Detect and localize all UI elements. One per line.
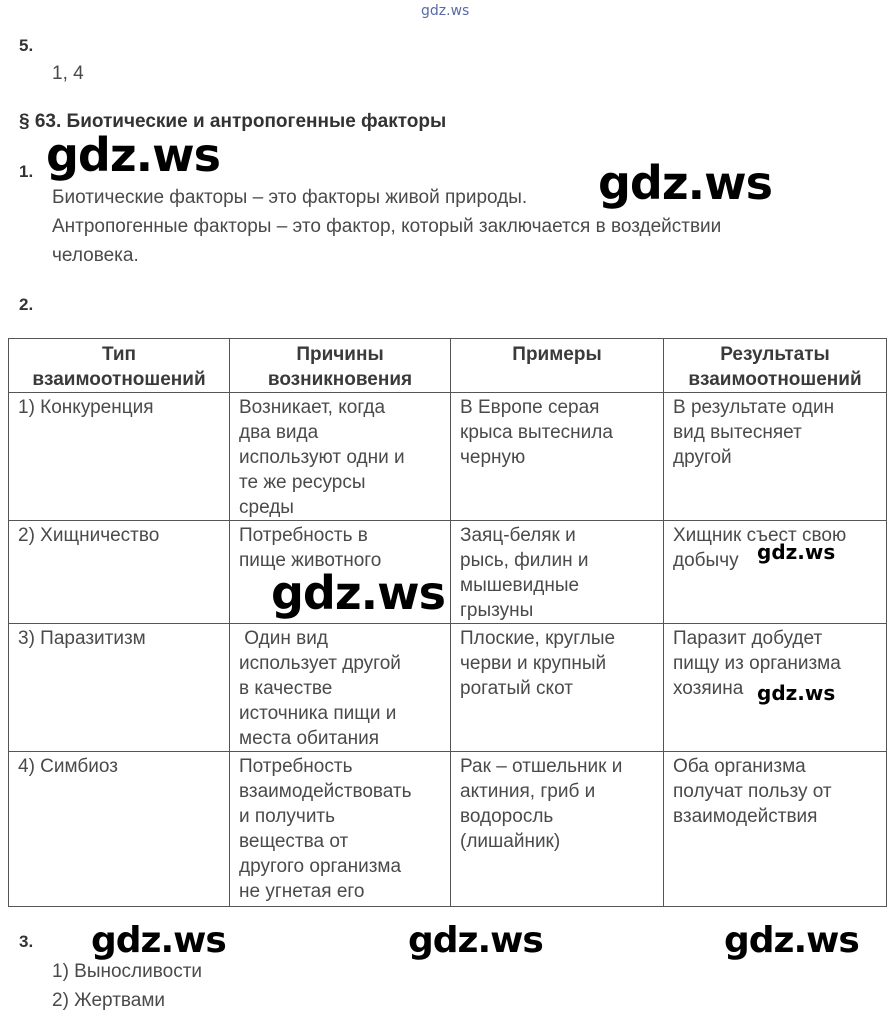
table-cell: 2) Хищничество [9, 521, 230, 624]
table-cell: 1) Конкуренция [9, 393, 230, 521]
table-row [9, 521, 887, 624]
header-cell: Тип взаимоотношений [9, 339, 230, 393]
table-cell: В Европе серая крыса вытеснила черную [451, 393, 664, 521]
table-cell: Оба организма получат пользу от взаимодействия [664, 752, 887, 907]
watermark: gdz.ws [91, 920, 226, 961]
section-title: § 63. Биотические и антропогенные факторы [19, 111, 447, 132]
relationships-table [8, 338, 887, 907]
question-2-number: 2. [19, 295, 34, 314]
question-1-number: 1. [19, 162, 34, 181]
table-cell: Плоские, круглые черви и крупный рогатый скот [451, 624, 664, 752]
question-5-number: 5. [19, 36, 34, 55]
question-1-line: Биотические факторы – это факторы живой природы. [52, 187, 528, 208]
table-cell: 3) Паразитизм [9, 624, 230, 752]
table-cell: В результате один вид вытесняет другой [664, 393, 887, 521]
table-row [9, 624, 887, 752]
table-cell: Хищник съест свою добычу [664, 521, 887, 624]
watermark: gdz.ws [46, 128, 220, 182]
header-cell: Примеры [451, 339, 664, 393]
table-cell: Паразит добудет пищу из организма хозяина [664, 624, 887, 752]
question-3-answer: 1) Выносливости [52, 961, 203, 982]
watermark: gdz.ws [408, 920, 543, 961]
question-1-line: человека. [52, 245, 139, 266]
table-cell: Возникает, когда два вида используют одни и те же ресурсы среды [230, 393, 451, 521]
table-header-row [9, 339, 887, 393]
table-cell: Заяц-беляк и рысь, филин и мышевидные грызуны [451, 521, 664, 624]
watermark: gdz.ws [724, 920, 859, 961]
table-row [9, 752, 887, 907]
table-row [9, 393, 887, 521]
question-5-answer: 1, 4 [52, 63, 84, 84]
watermark-top: gdz.ws [421, 3, 470, 19]
watermark: gdz.ws [271, 566, 445, 620]
table-cell: Потребность взаимодействовать и получить вещества от другого организма не угнетая его [230, 752, 451, 907]
watermark: gdz.ws [757, 540, 836, 564]
question-3-number: 3. [19, 932, 34, 951]
table-cell: Потребность в пище животного [230, 521, 451, 624]
header-cell: Причины возникновения [230, 339, 451, 393]
question-1-line: Антропогенные факторы – это фактор, который заключается в воздействии [52, 216, 722, 237]
watermark: gdz.ws [757, 681, 836, 705]
table-cell: 4) Симбиоз [9, 752, 230, 907]
table-cell: Рак – отшельник и актиния, гриб и водоросль (лишайник) [451, 752, 664, 907]
header-cell: Результаты взаимоотношений [664, 339, 887, 393]
question-3-answer: 2) Жертвами [52, 990, 166, 1011]
watermark: gdz.ws [598, 156, 772, 210]
table-cell: Один вид использует другой в качестве источника пищи и места обитания [230, 624, 451, 752]
